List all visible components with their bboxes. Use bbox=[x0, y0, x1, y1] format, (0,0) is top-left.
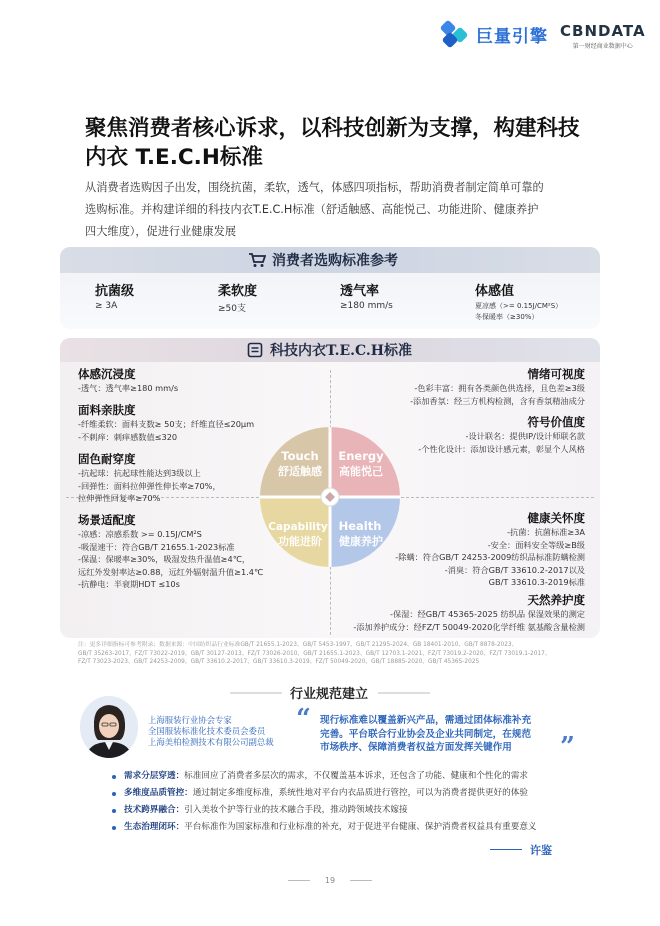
signature-dash bbox=[490, 849, 522, 850]
tech-standard-header bbox=[60, 338, 600, 362]
list-item: 生态治理闭环：平台标准作为国家标准和行业标准的补充，对于促进平台健康、保护消费者权益具有重要意义 bbox=[112, 819, 612, 836]
industry-section-title: 行业规范建立 bbox=[290, 687, 369, 702]
list-item: 多维度品质管控：通过制定多维度标准，系统性地对平台内衣品质进行管控，可以为消费者提供更好的体验 bbox=[112, 785, 612, 802]
expert-quote: 现行标准难以覆盖新兴产品，需通过团体标准补充 完善。平台联合行业协会及企业共同制定，在规范 市场秩序、保障消费者权益方面发挥关键作用 bbox=[320, 715, 532, 754]
energy-en-label: Energy bbox=[338, 449, 384, 463]
page-number: 19 bbox=[324, 876, 336, 885]
tech-block-health-care: 健康关怀度 -抗菌：抗菌标准≥3A -安全：面料安全等级≥B级 -除螨：符合GB/T 24253-2009纺织品标准防螨检测 -消臭：符合GB/T 33610.2-2017以及 GB/T 33610.3-2019标准 bbox=[395, 511, 585, 587]
standard-item: 透气率 ≥180 mm/s bbox=[340, 284, 393, 311]
tech-quadrant-circle bbox=[260, 427, 400, 567]
standard-item: 抗菌级 ≥ 3A bbox=[95, 284, 135, 311]
tech-block-emotion-visual: 情绪可视度 -色彩丰富：拥有各类颜色供选择，且色差≥3级 -添加香氛：经三方机构检测，含有香氛精油成分 bbox=[410, 367, 585, 406]
tech-standard-title: 科技内衣T.E.C.H标准 bbox=[270, 343, 413, 359]
tech-block-body-immersion: 体感沉浸度 -透气：透气率≥180 mm/s bbox=[78, 367, 179, 393]
tech-block-symbol-value: 符号价值度 -设计联名：提供IP/设计师联名款 -个性化设计：添加设计感元素，彰显个人风格 bbox=[418, 415, 585, 454]
list-item: 技术跨界融合：引入美妆个护等行业的技术融合手段，推动跨领域技术嫁接 bbox=[112, 802, 612, 819]
health-en-label: Health bbox=[338, 519, 382, 533]
energy-cn-label: 高能悦己 bbox=[339, 465, 383, 478]
source-note: 注：更多详细指标可参考附录；数据来源：中国纺织品行业标准GB/T 21655.1-2023、GB/T 5453-1997、GB/T 21295-2024、GB 18401-2010、GB/T 8878-2023、 GB/T 35263-2017、FZ/T 73022-2019、GB/T 30127-2013、FZ/T 73026-2010、GB/T 21655.1-2023、GB/T 12703.1-2021、FZ/T 73019.2-2020、FZ/T 73019.1-2017、 FZ/T 73023-2023、GB/T 24253-2009、GB/T 33610.2-2017、GB/T 33610.3-2019、FZ/T 50049-2020、GB/T 18885-2020、GB/T 45365-2025 bbox=[78, 642, 551, 665]
consumer-standard-title: 消费者选购标准参考 bbox=[272, 253, 398, 269]
list-item: 需求分层穿透：标准回应了消费者多层次的需求，不仅覆盖基本诉求，还包含了功能、健康和个性化的需求 bbox=[112, 768, 612, 785]
cbndata-logo-text: CBNDATA bbox=[560, 22, 646, 40]
health-cn-label: 健康养护 bbox=[339, 535, 383, 548]
tech-block-color-durability: 固色耐穿度 -抗起球：抗起球性能达到3级以上 -回弹性：面料拉伸弹性伸长率≥70%， 拉伸弹性回复率≥70% bbox=[78, 452, 221, 503]
expert-credentials: 上海服装行业协会专家 全国服装标准化技术委员会委员 上海美柏检测技术有限公司副总裁 bbox=[148, 715, 274, 747]
signature: 许鉴 bbox=[530, 844, 552, 857]
shopping-cart-icon bbox=[248, 252, 266, 268]
cbndata-logo bbox=[560, 22, 646, 50]
touch-cn-label: 舒适触感 bbox=[278, 465, 322, 478]
divider bbox=[350, 880, 372, 881]
ocean-engine-logo-icon bbox=[440, 20, 470, 48]
person-portrait-icon bbox=[80, 696, 138, 758]
industry-bullets bbox=[112, 768, 612, 836]
ocean-engine-logo bbox=[440, 20, 548, 48]
expert-avatar bbox=[80, 696, 138, 758]
consumer-standard-header bbox=[60, 247, 600, 273]
tech-block-natural-care: 天然养护度 -保湿：经GB/T 45365-2025 纺织品 保湿效果的测定 -添加养护成分：经FZ/T 50049-2020化学纤维 氨基酸含量检测 bbox=[353, 593, 585, 632]
ocean-engine-logo-text: 巨量引擎 bbox=[476, 26, 548, 47]
tech-block-scene-fit: 场景适配度 -凉感：凉感系数 >= 0.15J/CM²S -吸湿速干：符合GB/T 21655.1-2023标准 -保温：保暖率≥30%，吸湿发热升温值≥4℃， 远红外发射率达≥0.88，远红外辐射温升值≥1.4℃ -抗静电：半衰期HDT ≤10s bbox=[78, 513, 264, 589]
capability-cn-label: 功能进阶 bbox=[278, 535, 322, 548]
section-title-divider bbox=[230, 691, 430, 695]
tech-block-fabric-skin: 面料亲肤度 -纤维柔软：面料支数≥ 50支；纤维直径≤20μm -不刺痒：刺痒感数值≤320 bbox=[78, 403, 255, 442]
page-title: 聚焦消费者核心诉求，以科技创新为支撑，构建科技 内衣 T.E.C.H标准 bbox=[85, 116, 580, 170]
document-icon bbox=[246, 342, 264, 358]
standard-item: 体感值 夏凉感（>= 0.15J/CM²S） 冬保暖率（≥30%） bbox=[475, 284, 563, 321]
quote-open-icon: “ bbox=[296, 704, 311, 734]
cbndata-logo-sub: 第一财经商业数据中心 bbox=[572, 43, 633, 50]
touch-en-label: Touch bbox=[281, 449, 319, 463]
quote-close-icon: ” bbox=[560, 732, 575, 762]
capability-en-label: Capability bbox=[268, 521, 328, 533]
standard-item: 柔软度 ≥50支 bbox=[218, 284, 258, 314]
intro-paragraph: 从消费者选购因子出发，围绕抗菌，柔软，透气，体感四项指标，帮助消费者制定简单可靠的 选购标准。并构建详细的科技内衣T.E.C.H标准（舒适触感、高能悦己、功能进阶、健康养护 四大维度），促进行业健康发展 bbox=[85, 181, 544, 238]
